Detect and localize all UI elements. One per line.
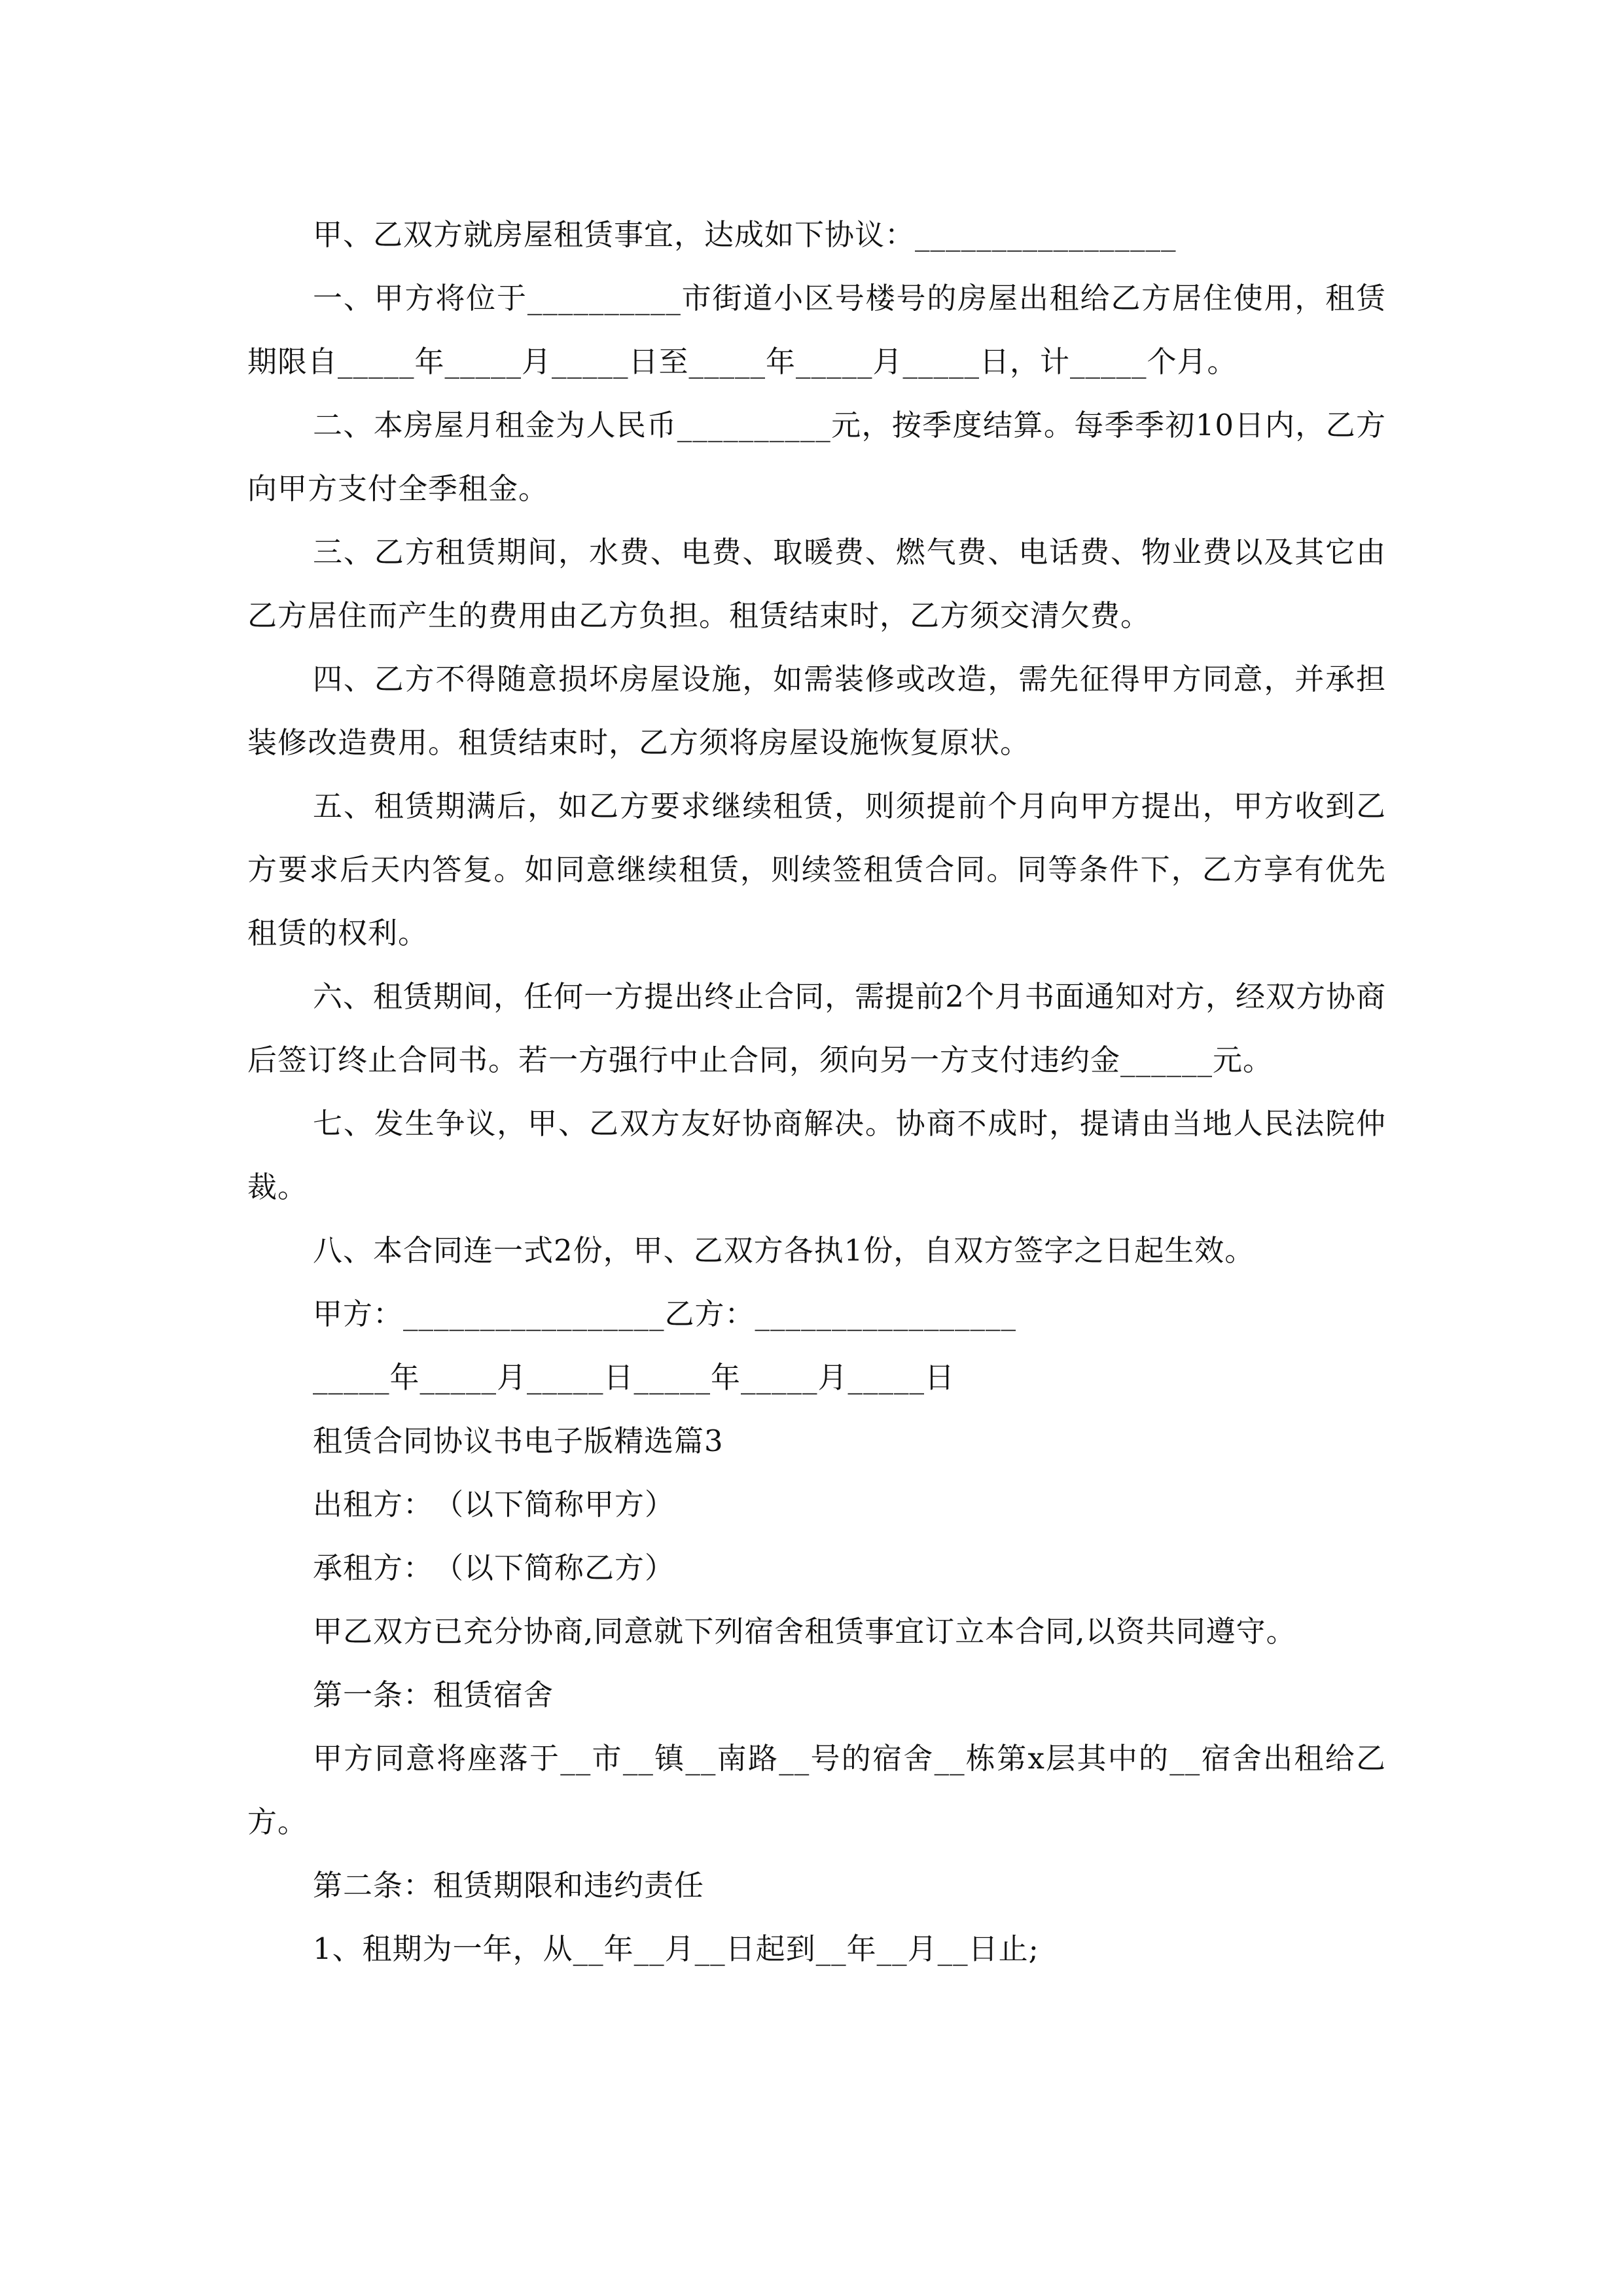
paragraph-clause-3: 三、乙方租赁期间，水费、电费、取暖费、燃气费、电话费、物业费以及其它由乙方居住而产生的费用由乙方负担。租赁结束时，乙方须交清欠费。 bbox=[247, 535, 1386, 633]
lessee-line: 承租方： （以下简称乙方） bbox=[313, 1551, 675, 1585]
paragraph-clause-6: 六、租赁期间，任何一方提出终止合同，需提前2个月书面通知对方，经双方协商后签订终止合同书。若一方强行中止合同，须向另一方支付违约金______元。 bbox=[247, 979, 1386, 1077]
article-1-body: 甲方同意将座落于__市__镇__南路__号的宿舍__栋第x层其中的__宿舍出租给乙方。 bbox=[247, 1741, 1386, 1839]
signature-line: 甲方：_________________乙方：_________________ bbox=[313, 1297, 1017, 1331]
paragraph-clause-8: 八、本合同连一式2份，甲、乙双方各执1份，自双方签字之日起生效。 bbox=[313, 1233, 1255, 1268]
article-1-title: 第一条：租赁宿舍 bbox=[313, 1677, 554, 1712]
paragraph-clause-2: 二、本房屋月租金为人民币__________元，按季度结算。每季季初10日内，乙方向甲方支付全季租金。 bbox=[247, 408, 1386, 506]
paragraph-agreement-2: 甲乙双方已充分协商,同意就下列宿舍租赁事宜订立本合同,以资共同遵守。 bbox=[313, 1614, 1296, 1649]
date-line: _____年_____月_____日_____年_____月_____日 bbox=[313, 1360, 955, 1395]
lessor-line: 出租方： （以下简称甲方） bbox=[313, 1487, 675, 1522]
contract-page bbox=[247, 203, 1386, 1981]
paragraph-clause-4: 四、乙方不得随意损坏房屋设施，如需装修或改造，需先征得甲方同意，并承担装修改造费用。租赁结束时，乙方须将房屋设施恢复原状。 bbox=[247, 662, 1386, 760]
paragraph-agreement-intro: 甲、乙双方就房屋租赁事宜，达成如下协议：_________________ bbox=[313, 217, 1177, 252]
article-2-title: 第二条：租赁期限和违约责任 bbox=[313, 1868, 705, 1903]
article-2-item-1: 1、租期为一年，从__年__月__日起到__年__月__日止; bbox=[313, 1931, 1039, 1966]
section-title: 租赁合同协议书电子版精选篇3 bbox=[313, 1424, 724, 1458]
paragraph-clause-7: 七、发生争议，甲、乙双方友好协商解决。协商不成时，提请由当地人民法院仲裁。 bbox=[247, 1106, 1386, 1204]
paragraph-clause-5: 五、租赁期满后，如乙方要求继续租赁，则须提前个月向甲方提出，甲方收到乙方要求后天内答复。如同意继续租赁，则续签租赁合同。同等条件下，乙方享有优先租赁的权利。 bbox=[247, 789, 1386, 950]
paragraph-clause-1: 一、甲方将位于__________市街道小区号楼号的房屋出租给乙方居住使用，租赁期限自_____年_____月_____日至_____年_____月_____日，计_____个月。 bbox=[247, 281, 1386, 379]
